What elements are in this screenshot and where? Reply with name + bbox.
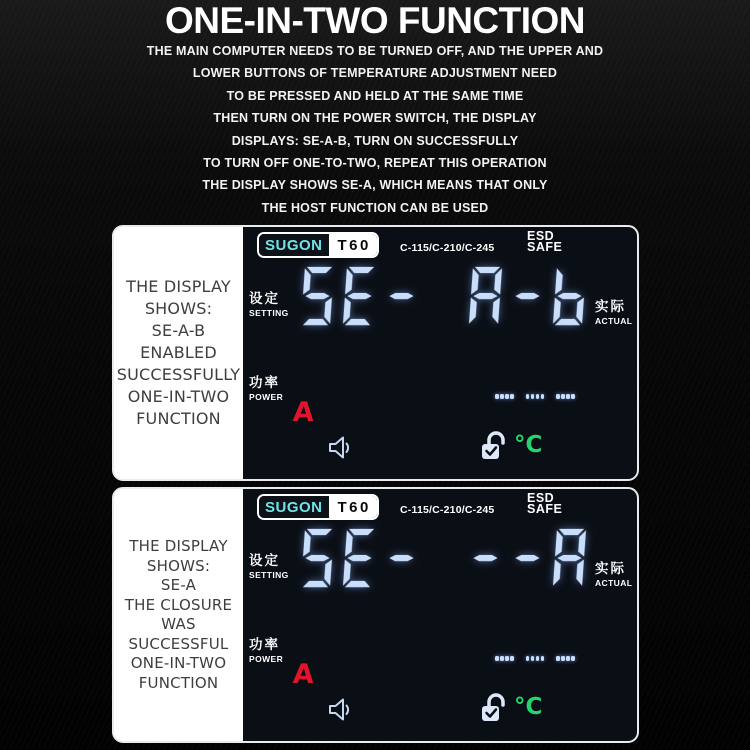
power-dot-group: [495, 394, 514, 399]
caption-line: ENABLED: [140, 343, 217, 362]
power-dot: [556, 394, 560, 399]
power-dot: [505, 394, 509, 399]
seven-segment-display: [298, 525, 590, 591]
power-dot: [566, 394, 570, 399]
power-dot: [500, 656, 504, 661]
seven-segment-digit: [550, 263, 590, 329]
caption-line: FUNCTION: [138, 673, 219, 692]
display-panel-se-a-b: [112, 225, 639, 481]
caption-line: SHOWS:: [146, 556, 211, 575]
seven-segment-digit: [508, 263, 548, 329]
power-dot: [561, 394, 565, 399]
caption-line: THE DISPLAY: [126, 277, 231, 296]
esd-line: ESD: [527, 491, 555, 505]
tip-models-label: C-115/C-210/C-245: [400, 242, 495, 254]
power-dot: [541, 394, 545, 399]
panel-caption: [114, 227, 243, 479]
celsius-unit: °C: [514, 432, 543, 458]
seven-segment-digit: [382, 525, 422, 591]
actual-label: 实际 ACTUAL: [595, 561, 633, 588]
instruction-line: TO BE PRESSED AND HELD AT THE SAME TIME: [226, 88, 524, 103]
power-dot: [536, 394, 540, 399]
esd-line: SAFE: [527, 239, 563, 254]
esd-line: SAFE: [527, 501, 563, 516]
caption-line: THE DISPLAY: [129, 537, 228, 555]
power-dot: [571, 656, 575, 661]
caption-line: SE-A-B: [151, 321, 206, 340]
caption-line: SHOWS:: [144, 299, 213, 318]
esd-line: ESD: [527, 229, 555, 243]
power-label: 功率 POWER: [249, 637, 284, 664]
power-dot: [495, 656, 499, 661]
instruction-line: TO TURN OFF ONE-TO-TWO, REPEAT THIS OPERATION: [203, 156, 547, 171]
page-title: ONE-IN-TWO FUNCTION: [164, 0, 586, 41]
model-name: T60: [329, 496, 377, 518]
power-dot: [495, 394, 499, 399]
seven-segment-digit: [424, 263, 464, 329]
power-dot: [571, 394, 575, 399]
seven-segment-digit: [424, 525, 464, 591]
seven-segment-display: [298, 263, 590, 329]
power-dot: [526, 394, 530, 399]
seven-segment-digit: [382, 263, 422, 329]
brand-name: SUGON: [259, 496, 329, 518]
power-dot-group: [526, 656, 545, 661]
seven-segment-digit: [550, 525, 590, 591]
actual-label: 实际 ACTUAL: [595, 299, 633, 326]
power-dot: [526, 656, 530, 661]
soldering-station-screen: [243, 227, 637, 479]
power-level-dots: [495, 656, 575, 661]
sugon-logo: [257, 494, 379, 520]
caption-line: WAS SUCCESSFUL: [128, 615, 229, 653]
setting-label: 设定 SETTING: [249, 553, 289, 580]
power-dot-group: [556, 394, 575, 399]
power-dot: [541, 656, 545, 661]
tip-models-label: C-115/C-210/C-245: [400, 504, 495, 516]
unlock-check-icon: [479, 429, 511, 470]
caption-line: SE-A: [160, 576, 197, 594]
caption-line: FUNCTION: [136, 409, 221, 428]
panel-caption: [114, 489, 243, 741]
caption-line: ONE-IN-TWO: [130, 654, 227, 672]
sugon-logo: [257, 232, 379, 258]
power-dot: [531, 656, 535, 661]
instruction-line: LOWER BUTTONS OF TEMPERATURE ADJUSTMENT NEED: [192, 66, 558, 81]
power-dot: [536, 656, 540, 661]
instruction-line: THE HOST FUNCTION CAN BE USED: [261, 200, 489, 215]
celsius-unit: °C: [514, 694, 543, 720]
power-dot: [505, 656, 509, 661]
power-dot: [500, 394, 504, 399]
caption-line: THE CLOSURE: [124, 595, 233, 614]
amp-indicator: A: [292, 397, 315, 428]
instruction-text: [0, 40, 750, 219]
power-dot: [561, 656, 565, 661]
power-dot: [531, 394, 535, 399]
amp-indicator: A: [292, 659, 315, 690]
speaker-icon: [325, 695, 355, 730]
power-level-dots: [495, 394, 575, 399]
power-dot: [556, 656, 560, 661]
display-panel-se-a: [112, 487, 639, 743]
instruction-line: THE DISPLAY SHOWS SE-A, WHICH MEANS THAT ONLY: [202, 178, 548, 193]
power-dot: [510, 394, 514, 399]
caption-line: SUCCESSFULLY: [116, 365, 241, 384]
power-dot-group: [495, 656, 514, 661]
esd-safe-logo: [527, 231, 562, 252]
instruction-line: DISPLAYS: SE-A-B, TURN ON SUCCESSFULLY: [231, 133, 519, 148]
instruction-line: THE MAIN COMPUTER NEEDS TO BE TURNED OFF, AND THE UPPER AND: [146, 44, 604, 58]
power-dot-group: [526, 394, 545, 399]
unlock-check-icon: [479, 691, 511, 732]
brand-name: SUGON: [259, 234, 329, 256]
power-dot-group: [556, 656, 575, 661]
caption-line: ONE-IN-TWO: [127, 387, 230, 406]
instruction-line: THEN TURN ON THE POWER SWITCH, THE DISPLAY: [213, 111, 537, 126]
seven-segment-digit: [298, 525, 338, 591]
power-label: 功率 POWER: [249, 375, 284, 402]
seven-segment-digit: [340, 525, 380, 591]
model-name: T60: [329, 234, 377, 256]
seven-segment-digit: [508, 525, 548, 591]
soldering-station-screen: [243, 489, 637, 741]
seven-segment-digit: [466, 263, 506, 329]
speaker-icon: [325, 433, 355, 468]
seven-segment-digit: [466, 525, 506, 591]
seven-segment-digit: [298, 263, 338, 329]
power-dot: [510, 656, 514, 661]
seven-segment-digit: [340, 263, 380, 329]
esd-safe-logo: [527, 493, 562, 514]
power-dot: [566, 656, 570, 661]
setting-label: 设定 SETTING: [249, 291, 289, 318]
